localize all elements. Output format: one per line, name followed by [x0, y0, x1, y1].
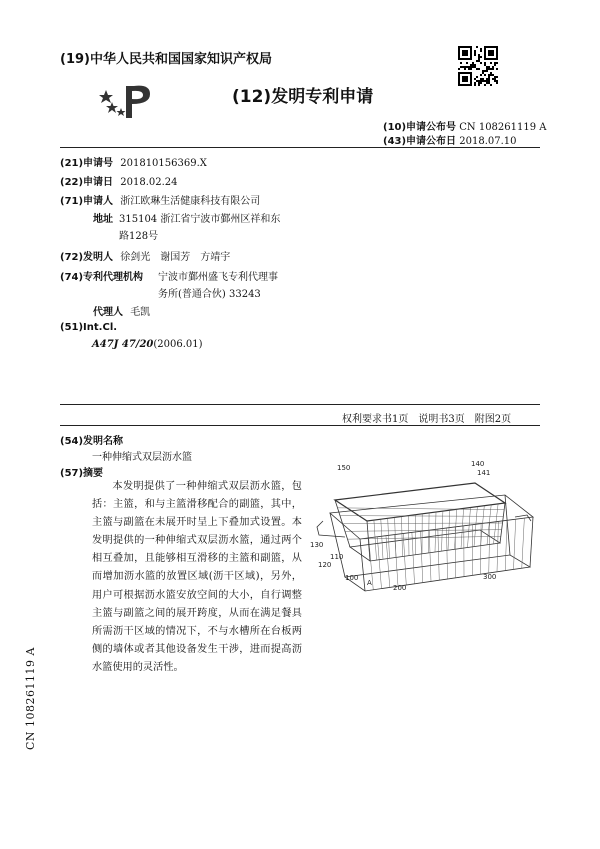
figure-label-200: 200 [393, 584, 407, 592]
page-counts: 权利要求书1页 说明书3页 附图2页 [342, 414, 512, 425]
figure-label-130: 130 [310, 541, 324, 549]
application-number: 201810156369.X [120, 158, 207, 169]
header-divider [60, 147, 540, 148]
figure-label-100: 100 [345, 574, 359, 582]
agent: 毛凯 [130, 307, 151, 318]
figure-label-300: 300 [483, 573, 497, 581]
int-cl-code: A47J 47/20 [92, 339, 154, 350]
agency-line-1: 宁波市鄞州盛飞专利代理事 [158, 272, 278, 283]
side-publication-number: CN 108261119 A [24, 647, 37, 750]
abstract-paragraph: 本发明提供了一种伸缩式双层沥水篮，包括：主篮，和与主篮滑移配合的副篮，其中，主篮与副篮在未展开时呈上下叠加式设置。本发明提供的一种伸缩式双层沥水篮，通过两个相互叠加，且能够相互滑移的主篮和副篮，从而增加沥水篮的放置区域(沥干区域)，另外，用户可根据沥水篮安放空间的大小，自行调整主篮与副篮之间的展开跨度，从而在满足餐具所需沥干区域的情况下，不与水槽所在台板两侧的墙体或者其他设备发生干涉，进而提高沥水篮使用的灵活性。 [92, 481, 302, 673]
document-type: (12)发明专利申请 [232, 87, 374, 107]
figure-labels [310, 460, 496, 592]
figure-label-a: A [367, 579, 372, 587]
address-line-1: 315104 浙江省宁波市鄞州区祥和东 [119, 214, 281, 225]
publication-number-row [383, 118, 547, 133]
abstract-label: (57)摘要 [60, 468, 104, 479]
cnipa-logo-icon [98, 80, 158, 120]
invention-title: 一种伸缩式双层沥水篮 [92, 452, 192, 463]
office-name: (19)中华人民共和国国家知识产权局 [60, 52, 272, 67]
int-cl-year: (2006.01) [153, 339, 203, 350]
applicant: 浙江欧琳生活健康科技有限公司 [120, 196, 261, 207]
inventors-label: (72)发明人 [60, 252, 114, 263]
publication-date: 2018.07.10 [459, 136, 517, 147]
counts-divider-top [60, 404, 540, 405]
qr-code [458, 46, 498, 86]
agency-label: (74)专利代理机构 [60, 272, 144, 283]
publication-date-row [383, 132, 517, 147]
figure-label-150: 150 [337, 464, 351, 472]
publication-date-label: (43)申请公布日 [383, 136, 457, 147]
application-date-label: (22)申请日 [60, 177, 114, 188]
drainer-basket-figure [305, 455, 545, 600]
address-label: 地址 [93, 214, 113, 225]
agency-line-2: 务所(普通合伙) 33243 [158, 289, 261, 300]
application-date-row [60, 173, 178, 188]
int-cl-entry [92, 339, 203, 350]
agent-label: 代理人 [93, 307, 123, 318]
application-number-row [60, 154, 207, 169]
title-label: (54)发明名称 [60, 436, 124, 447]
inventors: 徐剑光 谢国芳 方靖宇 [120, 252, 231, 263]
publication-number-label: (10)申请公布号 [383, 122, 457, 133]
applicant-row [60, 192, 260, 207]
figure-label-120: 120 [318, 561, 332, 569]
publication-number: CN 108261119 A [459, 122, 547, 133]
abstract-text [92, 478, 302, 677]
application-date: 2018.02.24 [120, 177, 178, 188]
agent-row [93, 303, 150, 318]
figure-label-140: 140 [471, 460, 485, 468]
figure-label-110: 110 [330, 553, 344, 561]
address-line-2: 路128号 [119, 231, 159, 242]
figure-label-141: 141 [477, 469, 491, 477]
applicant-label: (71)申请人 [60, 196, 114, 207]
application-number-label: (21)申请号 [60, 158, 114, 169]
counts-divider-bottom [60, 425, 540, 426]
inventors-row [60, 248, 230, 263]
int-cl-label: (51)Int.Cl. [60, 322, 118, 333]
